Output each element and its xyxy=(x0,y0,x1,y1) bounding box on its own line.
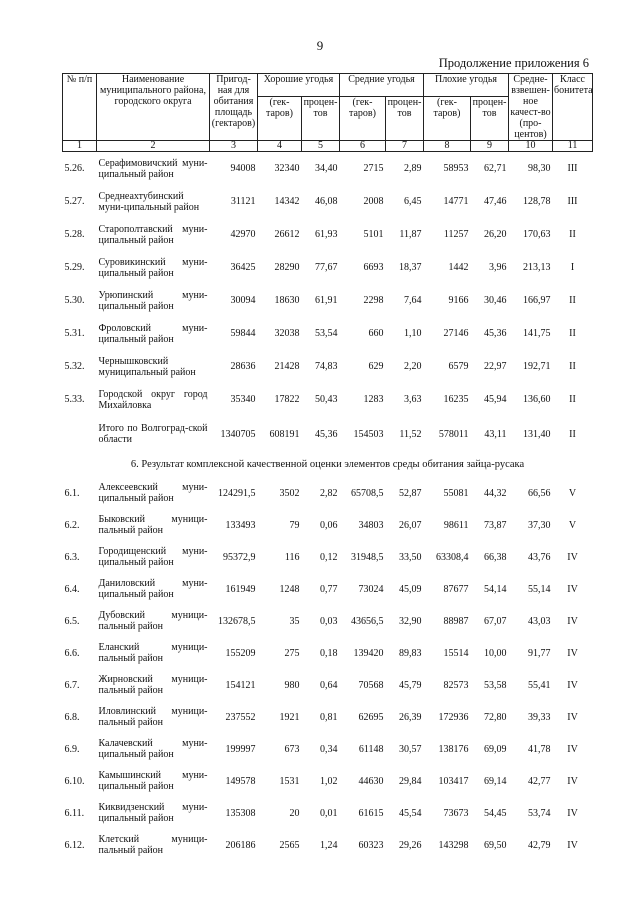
bonitet-class: II xyxy=(569,428,576,440)
good-hectares: 21428 xyxy=(274,361,300,372)
bad-hectares: 63308,4 xyxy=(436,551,469,563)
good-hectares: 32038 xyxy=(274,328,300,339)
col-number: 2 xyxy=(97,141,210,152)
header-area: Пригод-ная для обитания площадь (гектаров) xyxy=(210,74,258,141)
row-number: 6.12. xyxy=(64,839,85,851)
medium-hectares: 629 xyxy=(368,361,384,372)
good-hectares: 3502 xyxy=(279,487,300,499)
table-row xyxy=(63,733,593,765)
header-class: Класс бонитета xyxy=(553,74,593,141)
row-number: 5.32. xyxy=(64,361,85,372)
medium-hectares: 73024 xyxy=(358,583,384,595)
bad-percent: 69,14 xyxy=(484,775,507,787)
medium-hectares: 43656,5 xyxy=(351,615,384,627)
medium-hectares: 139420 xyxy=(353,647,384,659)
weighted-quality: 39,33 xyxy=(528,711,551,723)
medium-percent: 30,57 xyxy=(399,743,422,755)
bad-percent: 54,45 xyxy=(484,807,507,819)
bad-percent: 10,00 xyxy=(484,647,507,659)
medium-percent: 26,07 xyxy=(399,519,422,531)
medium-percent: 2,20 xyxy=(404,361,422,372)
weighted-quality: 192,71 xyxy=(523,361,551,372)
medium-hectares: 660 xyxy=(368,328,384,339)
district-name: Городской округ город Михайловка xyxy=(98,388,208,411)
medium-hectares: 154503 xyxy=(353,428,384,440)
table-row xyxy=(63,350,593,383)
col-number: 10 xyxy=(509,141,553,152)
medium-percent: 29,26 xyxy=(399,839,422,851)
bad-hectares: 138176 xyxy=(438,743,469,755)
header-bad: Плохие угодья xyxy=(424,74,509,97)
bonitet-class: IV xyxy=(567,615,578,627)
row-number xyxy=(63,416,97,452)
good-hectares: 116 xyxy=(284,551,300,563)
habitat-table xyxy=(62,73,593,861)
bad-hectares: 578011 xyxy=(438,428,469,440)
bad-percent: 67,07 xyxy=(484,615,507,627)
table-row xyxy=(63,669,593,701)
bad-hectares: 1442 xyxy=(448,262,469,273)
bonitet-class: IV xyxy=(567,743,578,755)
good-percent: 0,01 xyxy=(320,807,338,819)
medium-percent: 29,84 xyxy=(399,775,422,787)
bad-percent: 62,71 xyxy=(484,163,507,174)
bad-percent: 66,38 xyxy=(484,551,507,563)
row-number: 5.27. xyxy=(64,196,85,207)
good-hectares: 18630 xyxy=(274,295,300,306)
bad-percent: 3,96 xyxy=(489,262,507,273)
table-row xyxy=(63,573,593,605)
bad-percent: 26,20 xyxy=(484,229,507,240)
row-number: 6.9. xyxy=(64,743,80,755)
bonitet-class: IV xyxy=(567,807,578,819)
bad-percent: 30,46 xyxy=(484,295,507,306)
bad-percent: 54,14 xyxy=(484,583,507,595)
medium-percent: 18,37 xyxy=(399,262,422,273)
good-percent: 1,02 xyxy=(320,775,338,787)
header-weighted: Средне-взвешен-ное качест-во (про-центов) xyxy=(510,74,551,140)
col-number: 4 xyxy=(258,141,302,152)
col-number: 6 xyxy=(340,141,386,152)
bad-hectares: 14771 xyxy=(443,196,469,207)
bad-percent: 53,58 xyxy=(484,679,507,691)
bad-percent: 69,50 xyxy=(484,839,507,851)
habitat-area: 124291,5 xyxy=(218,487,256,499)
district-name: Иловлинский муници-пальный район xyxy=(98,706,208,728)
district-name: Урюпинский муни-ципальный район xyxy=(98,289,208,312)
row-number: 6.3. xyxy=(64,551,80,563)
medium-percent: 33,50 xyxy=(399,551,422,563)
district-name: Клетский муници-пальный район xyxy=(98,834,208,856)
bonitet-class: IV xyxy=(567,775,578,787)
habitat-area: 135308 xyxy=(225,807,256,819)
district-name: Суровикинский муни-ципальный район xyxy=(98,256,208,279)
weighted-quality: 136,60 xyxy=(523,394,551,405)
district-name: Еланский муници-пальный район xyxy=(98,642,208,664)
bonitet-class: III xyxy=(567,196,578,207)
district-name: Камышинский муни-ципальный район xyxy=(98,770,208,792)
district-name: Калачевский муни-ципальный район xyxy=(98,738,208,760)
district-name: Чернышковский муниципальный район xyxy=(98,355,196,378)
district-name: Быковский муници-пальный район xyxy=(98,514,208,536)
medium-percent: 32,90 xyxy=(399,615,422,627)
bad-percent: 44,32 xyxy=(484,487,507,499)
weighted-quality: 170,63 xyxy=(523,229,551,240)
row-number: 5.31. xyxy=(64,328,85,339)
district-name: Жирновский муници-пальный район xyxy=(98,674,208,696)
bonitet-class: V xyxy=(568,487,577,499)
good-hectares: 79 xyxy=(289,519,300,531)
row-number: 6.1. xyxy=(64,487,80,499)
habitat-area: 199997 xyxy=(225,743,256,755)
table-row xyxy=(63,317,593,350)
habitat-area: 42970 xyxy=(230,229,256,240)
bad-hectares: 172936 xyxy=(438,711,469,723)
table-row xyxy=(63,541,593,573)
medium-percent: 1,10 xyxy=(404,328,422,339)
bad-hectares: 88987 xyxy=(443,615,469,627)
header-bad-ha: (гек-таров) xyxy=(424,96,471,140)
habitat-area: 35340 xyxy=(230,394,256,405)
header-name: Наименование муниципального района, городского округа xyxy=(97,74,210,141)
col-number: 1 xyxy=(63,141,97,152)
good-percent: 0,77 xyxy=(320,583,338,595)
good-percent: 77,67 xyxy=(315,262,338,273)
habitat-area: 94008 xyxy=(230,163,256,174)
district-name: Алексеевский муни-ципальный район xyxy=(98,482,208,504)
good-percent: 2,82 xyxy=(320,487,338,499)
district-name: Серафимовичский муни-ципальный район xyxy=(98,157,208,180)
weighted-quality: 131,40 xyxy=(523,428,551,440)
weighted-quality: 43,76 xyxy=(528,551,551,563)
bonitet-class: II xyxy=(569,394,576,405)
medium-percent: 3,63 xyxy=(404,394,422,405)
bad-percent: 22,97 xyxy=(484,361,507,372)
bad-hectares: 15514 xyxy=(443,647,469,659)
good-hectares: 275 xyxy=(284,647,300,659)
good-hectares: 35 xyxy=(289,615,300,627)
table-row xyxy=(63,152,593,186)
habitat-area: 133493 xyxy=(225,519,256,531)
row-number: 5.26. xyxy=(64,163,85,174)
bonitet-class: IV xyxy=(567,551,578,563)
habitat-area: 30094 xyxy=(230,295,256,306)
medium-percent: 45,79 xyxy=(399,679,422,691)
weighted-quality: 55,41 xyxy=(528,679,551,691)
good-percent: 61,91 xyxy=(315,295,338,306)
medium-percent: 45,09 xyxy=(399,583,422,595)
medium-percent: 26,39 xyxy=(399,711,422,723)
district-name: Дубовский муници-пальный район xyxy=(98,610,208,632)
bad-percent: 43,11 xyxy=(484,428,507,440)
habitat-area: 36425 xyxy=(230,262,256,273)
district-name: Городищенский муни-ципальный район xyxy=(98,546,208,568)
good-hectares: 26612 xyxy=(274,229,300,240)
header-good: Хорошие угодья xyxy=(258,74,340,97)
bad-percent: 45,94 xyxy=(484,394,507,405)
good-hectares: 1531 xyxy=(279,775,300,787)
medium-percent: 11,52 xyxy=(399,428,422,440)
bad-percent: 72,80 xyxy=(484,711,507,723)
weighted-quality: 42,79 xyxy=(528,839,551,851)
table-row xyxy=(63,383,593,416)
row-number: 6.7. xyxy=(64,679,80,691)
habitat-area: 206186 xyxy=(225,839,256,851)
good-hectares: 14342 xyxy=(274,196,300,207)
good-percent: 0,03 xyxy=(320,615,338,627)
col-number: 11 xyxy=(553,141,593,152)
bonitet-class: IV xyxy=(567,711,578,723)
habitat-area: 95372,9 xyxy=(223,551,256,563)
section-row xyxy=(63,452,593,477)
good-percent: 34,40 xyxy=(315,163,338,174)
medium-percent: 45,54 xyxy=(399,807,422,819)
habitat-area: 237552 xyxy=(225,711,256,723)
weighted-quality: 43,03 xyxy=(528,615,551,627)
bad-hectares: 58953 xyxy=(443,163,469,174)
weighted-quality: 141,75 xyxy=(523,328,551,339)
row-number: 5.33. xyxy=(64,394,85,405)
header-medium: Средние угодья xyxy=(340,74,424,97)
bonitet-class: I xyxy=(570,262,575,273)
good-hectares: 1248 xyxy=(279,583,300,595)
good-hectares: 673 xyxy=(284,743,300,755)
bad-hectares: 16235 xyxy=(443,394,469,405)
appendix-continuation: Продолжение приложения 6 xyxy=(438,56,589,70)
bonitet-class: IV xyxy=(567,679,578,691)
header-bad-pct: процен-тов xyxy=(471,96,509,140)
district-name: Среднеахтубинский муни-ципальный район xyxy=(98,190,200,213)
table-row xyxy=(63,218,593,251)
good-hectares: 608191 xyxy=(269,428,300,440)
table-row xyxy=(63,797,593,829)
bad-hectares: 82573 xyxy=(443,679,469,691)
row-number: 6.4. xyxy=(64,583,80,595)
medium-hectares: 31948,5 xyxy=(351,551,384,563)
medium-hectares: 62695 xyxy=(358,711,384,723)
bad-hectares: 55081 xyxy=(443,487,469,499)
medium-hectares: 34803 xyxy=(358,519,384,531)
medium-hectares: 70568 xyxy=(358,679,384,691)
section-title: 6. Результат комплексной качественной оценки элементов среды обитания зайца-русака xyxy=(130,459,525,470)
weighted-quality: 128,78 xyxy=(523,196,551,207)
header-medium-pct: процен-тов xyxy=(386,96,424,140)
good-percent: 0,06 xyxy=(320,519,338,531)
district-name: Итого по Волгоград-ской области xyxy=(98,423,208,445)
row-number: 6.2. xyxy=(64,519,80,531)
row-number: 5.30. xyxy=(64,295,85,306)
col-number: 8 xyxy=(424,141,471,152)
good-percent: 0,34 xyxy=(320,743,338,755)
good-percent: 53,54 xyxy=(315,328,338,339)
habitat-area: 1340705 xyxy=(220,428,256,440)
medium-percent: 6,45 xyxy=(404,196,422,207)
medium-percent: 89,83 xyxy=(399,647,422,659)
good-percent: 0,18 xyxy=(320,647,338,659)
weighted-quality: 213,13 xyxy=(523,262,551,273)
good-hectares: 20 xyxy=(289,807,300,819)
table-row xyxy=(63,185,593,218)
good-percent: 0,12 xyxy=(320,551,338,563)
table-row xyxy=(63,605,593,637)
table-row xyxy=(63,637,593,669)
bonitet-class: II xyxy=(569,328,576,339)
bad-hectares: 27146 xyxy=(443,328,469,339)
bonitet-class: IV xyxy=(567,839,578,851)
col-number: 9 xyxy=(471,141,509,152)
bad-hectares: 87677 xyxy=(443,583,469,595)
header-good-pct: процен-тов xyxy=(302,96,340,140)
habitat-area: 31121 xyxy=(230,196,256,207)
medium-percent: 2,89 xyxy=(404,163,422,174)
bonitet-class: IV xyxy=(567,583,578,595)
district-name: Киквидзенский муни-ципальный район xyxy=(98,802,208,824)
good-percent: 61,93 xyxy=(315,229,338,240)
bad-percent: 45,36 xyxy=(484,328,507,339)
row-number: 6.5. xyxy=(64,615,80,627)
bad-percent: 73,87 xyxy=(484,519,507,531)
bad-hectares: 98611 xyxy=(443,519,469,531)
weighted-quality: 66,56 xyxy=(528,487,551,499)
medium-hectares: 2715 xyxy=(363,163,384,174)
header-good-ha: (гек-таров) xyxy=(258,96,302,140)
table-row xyxy=(63,251,593,284)
row-number: 6.10. xyxy=(64,775,85,787)
good-hectares: 17822 xyxy=(274,394,300,405)
bad-hectares: 6579 xyxy=(448,361,469,372)
habitat-area: 59844 xyxy=(230,328,256,339)
table-row xyxy=(63,284,593,317)
good-percent: 50,43 xyxy=(315,394,338,405)
habitat-area: 149578 xyxy=(225,775,256,787)
total-row xyxy=(63,416,593,452)
weighted-quality: 42,77 xyxy=(528,775,551,787)
medium-percent: 11,87 xyxy=(399,229,422,240)
habitat-area: 28636 xyxy=(230,361,256,372)
bonitet-class: IV xyxy=(567,647,578,659)
row-number: 5.28. xyxy=(64,229,85,240)
district-name: Даниловский муни-ципальный район xyxy=(98,578,208,600)
good-hectares: 1921 xyxy=(279,711,300,723)
table-row xyxy=(63,829,593,861)
medium-hectares: 61148 xyxy=(358,743,384,755)
good-hectares: 28290 xyxy=(274,262,300,273)
bad-hectares: 143298 xyxy=(438,839,469,851)
bad-hectares: 73673 xyxy=(443,807,469,819)
col-number: 3 xyxy=(210,141,258,152)
row-number: 6.8. xyxy=(64,711,80,723)
bonitet-class: II xyxy=(569,229,576,240)
weighted-quality: 37,30 xyxy=(528,519,551,531)
table-row xyxy=(63,701,593,733)
header-medium-ha: (гек-таров) xyxy=(340,96,386,140)
row-number: 6.6. xyxy=(64,647,80,659)
medium-percent: 52,87 xyxy=(399,487,422,499)
good-percent: 0,81 xyxy=(320,711,338,723)
medium-hectares: 2008 xyxy=(363,196,384,207)
bonitet-class: III xyxy=(567,163,578,174)
page-number: 9 xyxy=(316,38,324,53)
bonitet-class: V xyxy=(568,519,577,531)
good-percent: 0,64 xyxy=(320,679,338,691)
table-row xyxy=(63,765,593,797)
weighted-quality: 41,78 xyxy=(528,743,551,755)
table-row xyxy=(63,509,593,541)
medium-hectares: 6693 xyxy=(363,262,384,273)
habitat-area: 132678,5 xyxy=(218,615,256,627)
row-number: 5.29. xyxy=(64,262,85,273)
district-name: Фроловский муни-ципальный район xyxy=(98,322,208,345)
good-percent: 45,36 xyxy=(315,428,338,440)
bonitet-class: II xyxy=(569,295,576,306)
good-percent: 74,83 xyxy=(315,361,338,372)
good-hectares: 2565 xyxy=(279,839,300,851)
weighted-quality: 166,97 xyxy=(523,295,551,306)
col-number: 5 xyxy=(302,141,340,152)
good-hectares: 980 xyxy=(284,679,300,691)
weighted-quality: 91,77 xyxy=(528,647,551,659)
habitat-area: 154121 xyxy=(225,679,256,691)
good-percent: 46,08 xyxy=(315,196,338,207)
bad-percent: 47,46 xyxy=(484,196,507,207)
medium-hectares: 61615 xyxy=(358,807,384,819)
medium-hectares: 44630 xyxy=(358,775,384,787)
habitat-area: 155209 xyxy=(225,647,256,659)
medium-hectares: 60323 xyxy=(358,839,384,851)
habitat-area: 161949 xyxy=(225,583,256,595)
medium-hectares: 2298 xyxy=(363,295,384,306)
header-no: № п/п xyxy=(63,74,97,141)
medium-percent: 7,64 xyxy=(404,295,422,306)
good-hectares: 32340 xyxy=(274,163,300,174)
weighted-quality: 55,14 xyxy=(528,583,551,595)
table-row xyxy=(63,477,593,509)
bad-percent: 69,09 xyxy=(484,743,507,755)
weighted-quality: 98,30 xyxy=(528,163,551,174)
bad-hectares: 11257 xyxy=(443,229,469,240)
row-number: 6.11. xyxy=(64,807,85,819)
bad-hectares: 9166 xyxy=(448,295,469,306)
medium-hectares: 5101 xyxy=(363,229,384,240)
good-percent: 1,24 xyxy=(320,839,338,851)
weighted-quality: 53,74 xyxy=(528,807,551,819)
medium-hectares: 65708,5 xyxy=(351,487,384,499)
bad-hectares: 103417 xyxy=(438,775,469,787)
district-name: Старополтавский муни-ципальный район xyxy=(98,223,208,246)
col-number: 7 xyxy=(386,141,424,152)
bonitet-class: II xyxy=(569,361,576,372)
medium-hectares: 1283 xyxy=(363,394,384,405)
